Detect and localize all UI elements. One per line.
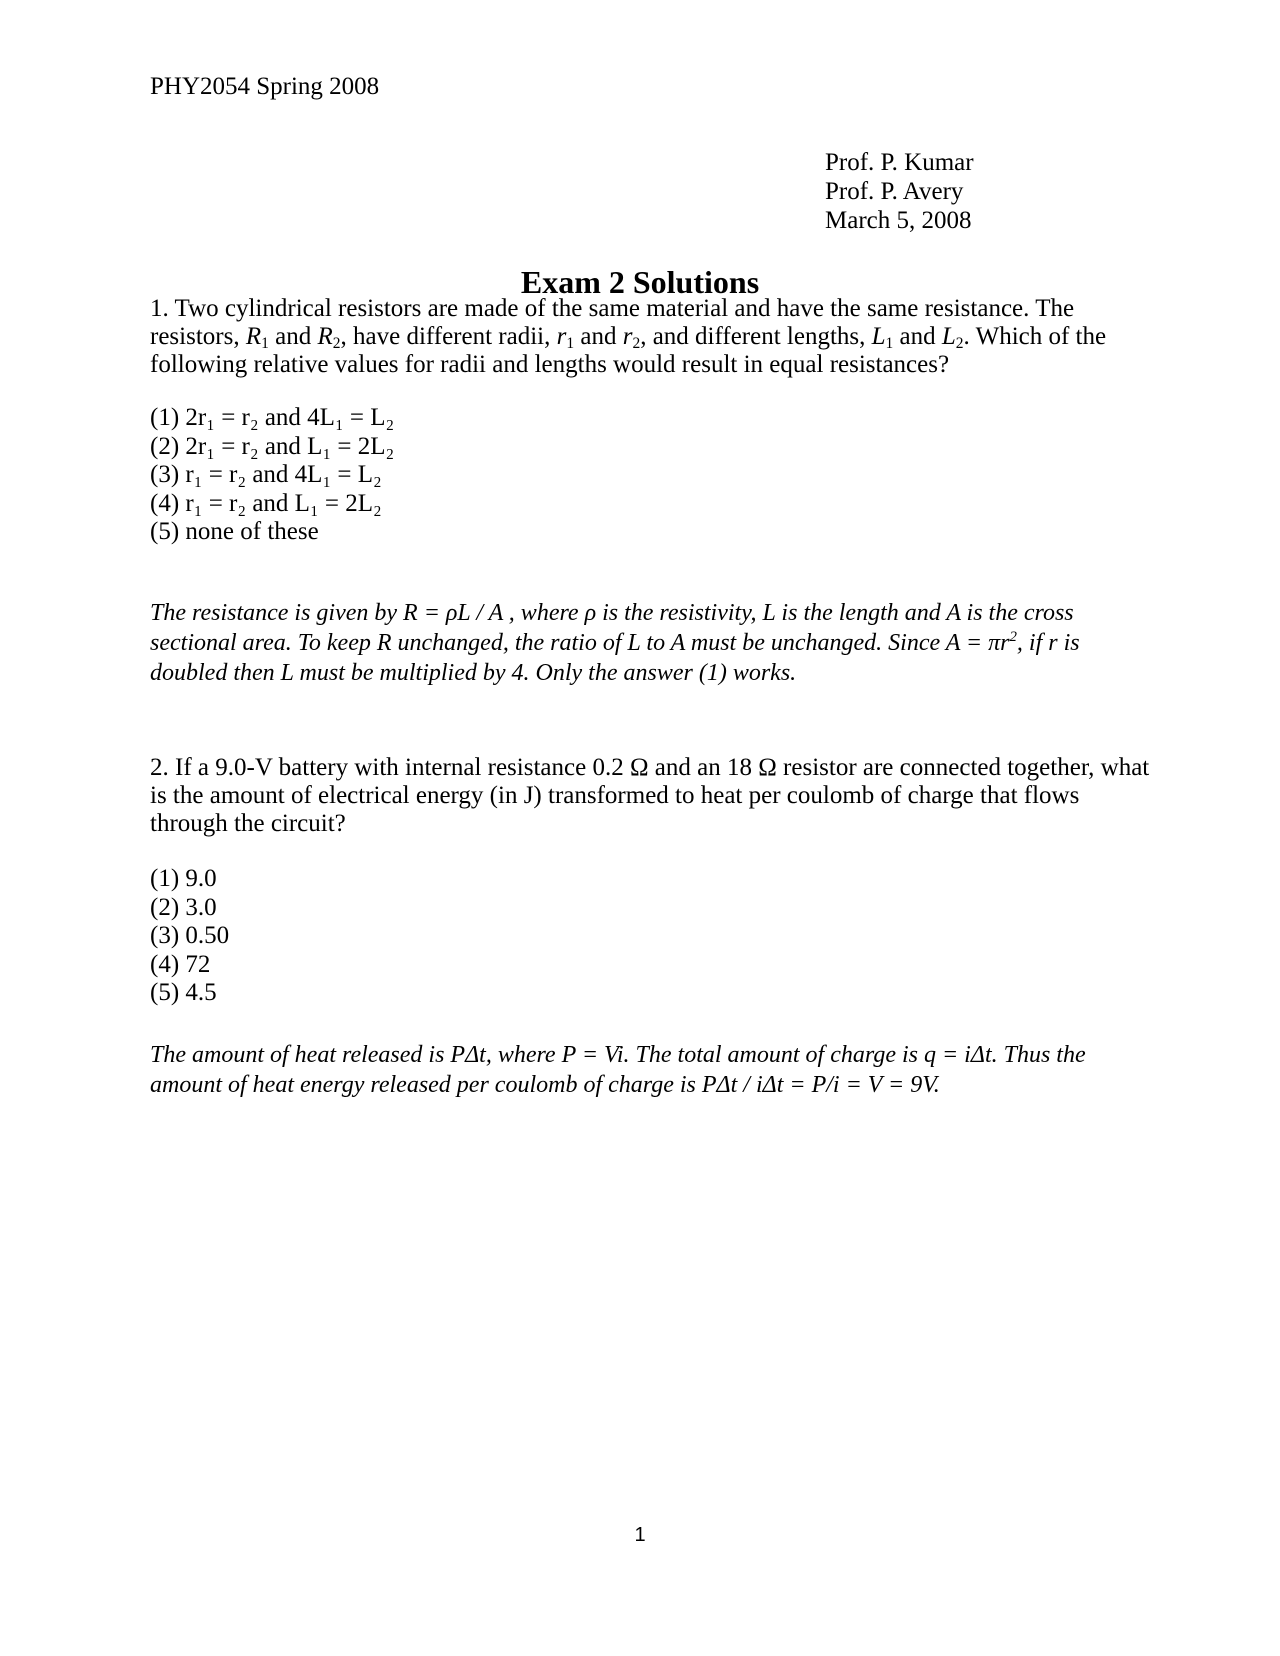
- question-1-text: 1. Two cylindrical resistors are made of the same material and have the same resistance. The resistors, $R_1$ and $R_2$, have different radii, $r_1$ and $r_2$, and different lengths, $L_1$ and $L_2$. Which of the following relative values for radii and lengths would result in equal resistances?: [150, 295, 1107, 378]
- answer-option: (5) 4.5: [150, 979, 217, 1006]
- question-2-text: 2. If a 9.0-V battery with internal resistance 0.2 Ω and an 18 Ω resistor are connected together, what is the amount of electrical energy (in J) transformed to heat per coulomb of charge that flows through the circuit?: [150, 754, 1150, 837]
- page-title: Exam 2 Solutions: [520, 264, 760, 300]
- answer-option: (5) none of these: [150, 518, 319, 545]
- page-number: 1: [634, 1524, 646, 1546]
- answer-option: (3) r₁ = r₂ and 4L₁ = L₂: [150, 461, 382, 488]
- answer-option: (2) 2r₁ = r₂ and L₁ = 2L₂: [150, 432, 395, 460]
- answer-option: (1) 9.0: [150, 865, 217, 892]
- answer-option: (4) r₁ = r₂ and L₁ = 2L₂: [150, 489, 382, 517]
- question-2-options: [150, 865, 229, 1008]
- answer-option: (3) 0.50: [150, 922, 230, 949]
- answer-option: (2) 3.0: [150, 893, 217, 921]
- question-1-options: [150, 404, 394, 547]
- answer-option: (1) 2r₁ = r₂ and 4L₁ = L₂: [150, 404, 395, 431]
- question-1-solution: The resistance is given by R = ρL / A , where ρ is the resistivity, L is the length and A is the cross sectional area. To keep R unchanged, the ratio of L to A must be unchanged. Since $A = \pi r^2$, if r is doubled then L must be multiplied by 4. Only the answer (1) works.: [150, 600, 1080, 686]
- professor-name: Prof. P. Kumar: [825, 149, 974, 176]
- course-header: PHY2054 Spring 2008: [150, 73, 380, 100]
- exam-date: March 5, 2008: [825, 207, 972, 234]
- question-2-solution: The amount of heat released is PΔt, where P = Vi. The total amount of charge is q = iΔt. Thus the amount of heat energy released per coulomb of charge is PΔt / iΔt = P/i = V = 9V.: [150, 1042, 1086, 1098]
- answer-option: (4) 72: [150, 950, 211, 978]
- professor-name: Prof. P. Avery: [825, 178, 964, 205]
- professor-block: [825, 148, 974, 235]
